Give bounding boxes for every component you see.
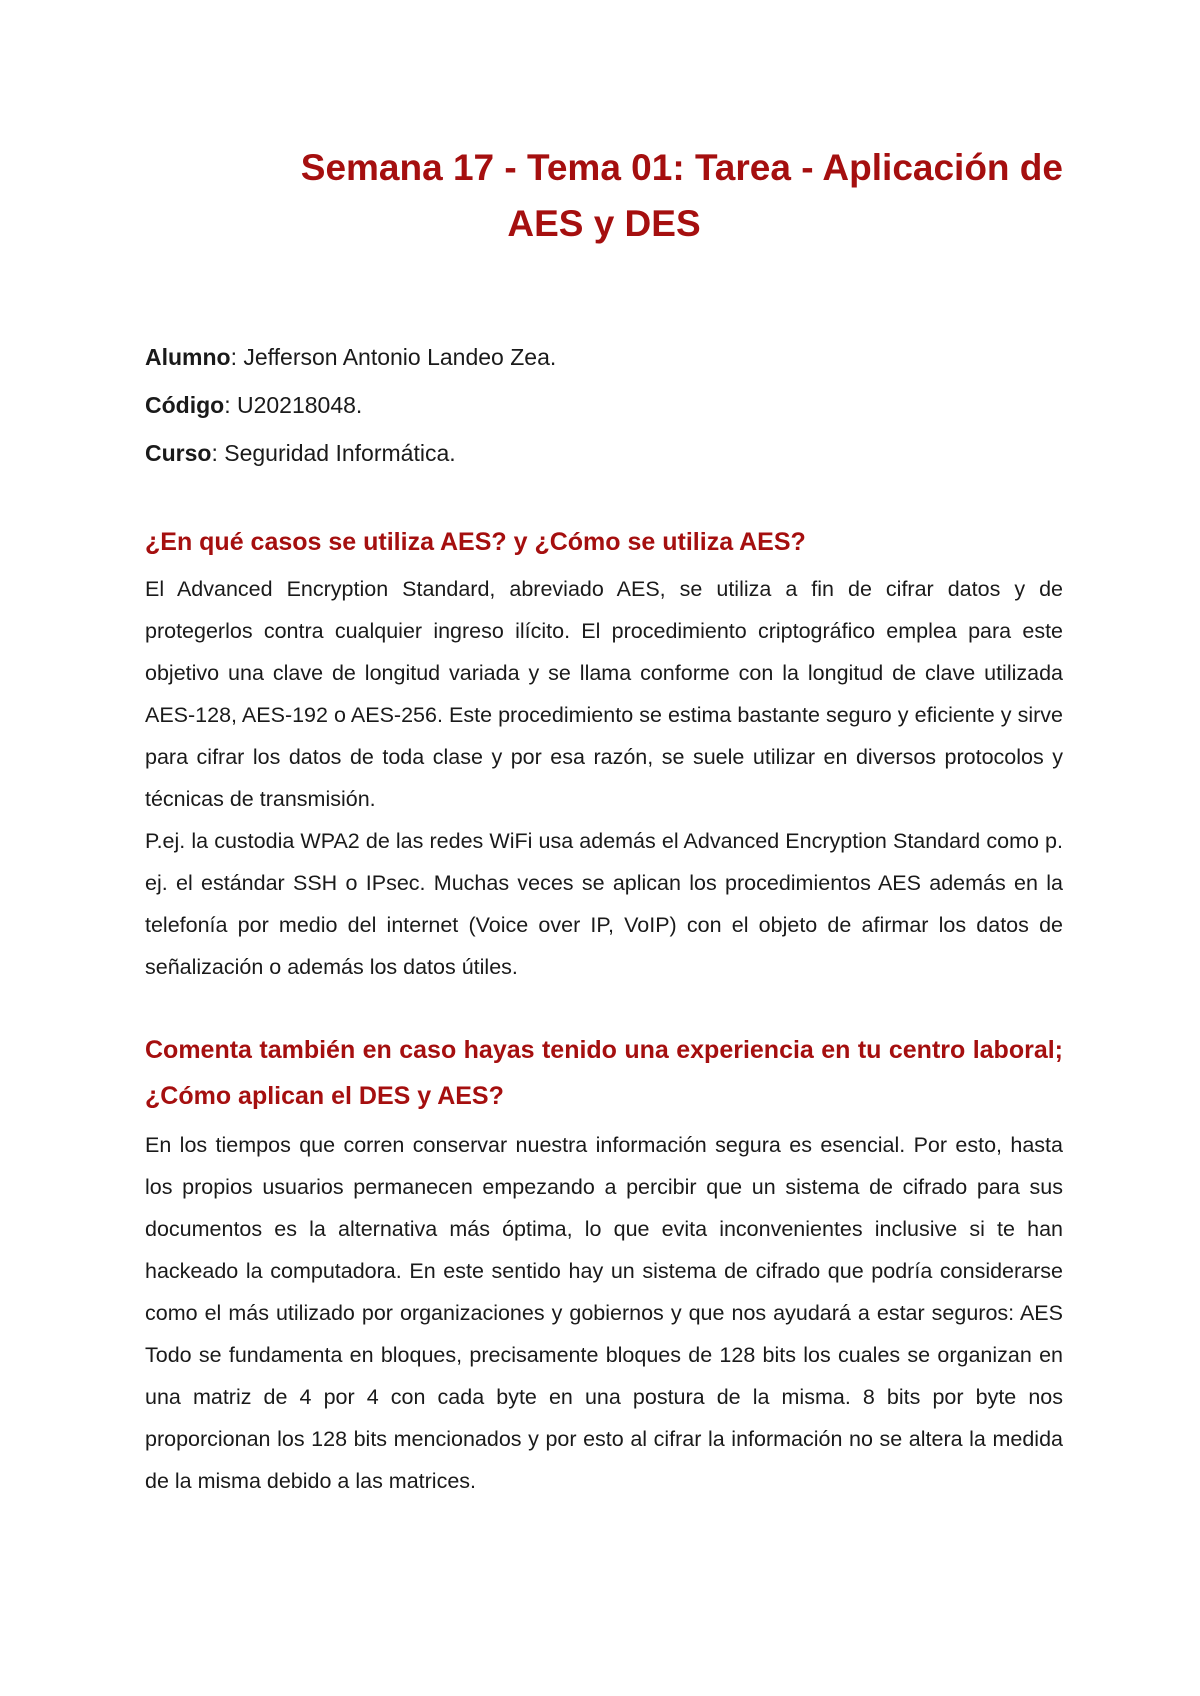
document-title [145, 140, 1063, 252]
student-row [145, 333, 1063, 381]
section-2-paragraph-1: En los tiempos que corren conservar nuestra información segura es esencial. Por esto, hasta los propios usuarios permanecen empezando a percibir que un sistema de cifrado para sus documentos es la alternativa más óptima, lo que evita inconvenientes inclusive si te han hackeado la computadora. En este sentido hay un sistema de cifrado que podría considerarse como el más utilizado por organizaciones y gobiernos y que nos ayudará a estar seguros: AES Todo se fundamenta en bloques, precisamente bloques de 128 bits los cuales se organizan en una matriz de 4 por 4 con cada byte en una postura de la misma. 8 bits por byte nos proporcionan los 128 bits mencionados y por esto al cifrar la información no se altera la medida de la misma debido a las matrices. [145, 1133, 1063, 1493]
code-row [145, 381, 1063, 429]
section-2-heading: Comenta también en caso hayas tenido una experiencia en tu centro laboral; ¿Cómo aplican el DES y AES? [145, 1036, 1063, 1110]
student-label: Alumno [145, 344, 231, 370]
course-row [145, 429, 1063, 477]
document-title-line-1: Semana 17 - Tema 01: Tarea - Aplicación de [300, 147, 1063, 188]
document-title-line-2: AES y DES [507, 203, 701, 244]
student-value: : Jefferson Antonio Landeo Zea. [230, 344, 557, 370]
section-1-paragraph-1: El Advanced Encryption Standard, abreviado AES, se utiliza a fin de cifrar datos y de protegerlos contra cualquier ingreso ilícito. El procedimiento criptográfico emplea para este objetivo una clave de longitud variada y se llama conforme con la longitud de clave utilizada AES-128, AES-192 o AES-256. Este procedimiento se estima bastante seguro y eficiente y sirve para cifrar los datos de toda clase y por esa razón, se suele utilizar en diversos protocolos y técnicas de transmisión. [145, 577, 1063, 811]
student-info [145, 333, 1063, 477]
section-1-body [145, 568, 1063, 988]
code-label: Código [145, 392, 225, 418]
section-1-heading: ¿En qué casos se utiliza AES? y ¿Cómo se utiliza AES? [145, 528, 806, 556]
course-value: : Seguridad Informática. [211, 440, 456, 466]
section-2-body [145, 1124, 1063, 1502]
section-1-paragraph-2: P.ej. la custodia WPA2 de las redes WiFi usa además el Advanced Encryption Standard como p. ej. el estándar SSH o IPsec. Muchas veces se aplican los procedimientos AES además en la telefonía por medio del internet (Voice over IP, VoIP) con el objeto de afirmar los datos de señalización o además los datos útiles. [145, 829, 1063, 979]
code-value: : U20218048. [224, 392, 363, 418]
course-label: Curso [145, 440, 212, 466]
